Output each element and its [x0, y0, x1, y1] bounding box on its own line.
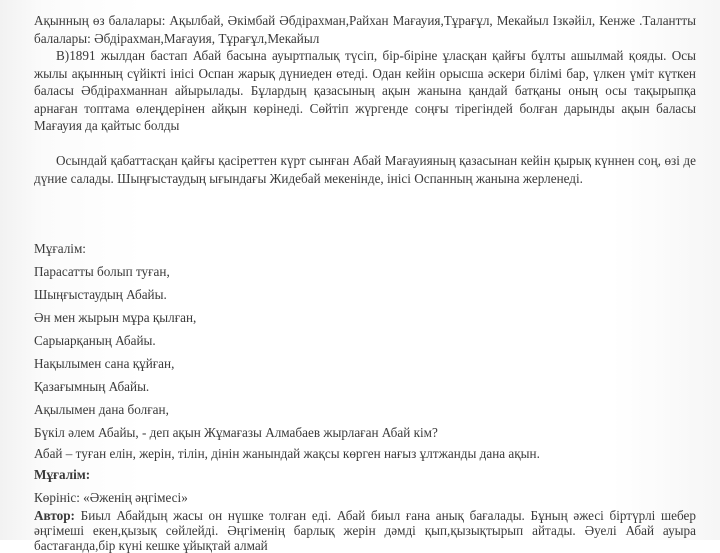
poem-question: Бүкіл әлем Абайы, - деп ақын Жұмағазы Алмабаев жырлаған Абай кім?: [34, 425, 438, 440]
poem-line: Ән мен жырын мұра қылған,: [34, 310, 197, 325]
poem-line: Парасатты болып туған,: [34, 264, 170, 279]
answer-line: Абай – туған елін, жерін, тілін, дінін жанындай жақсы көрген нағыз ұлтжанды дана ақын.: [34, 446, 540, 461]
teacher-label-2: Мұғалім:: [34, 467, 91, 482]
poem-line: Нақылымен сана құйған,: [34, 356, 175, 371]
paragraph-death: Осындай қабаттасқан қайғы қасіреттен күрт сынған Абай Мағауияның қазасынан кейін қырық күннен соң, өзі де дүние салады. Шыңғыстаудың ығындағы Жидебай мекенінде, інісі Оспанның жанына жерленеді.: [34, 153, 696, 186]
author-paragraph: [34, 508, 696, 553]
poem-line: Қазағымның Абайы.: [34, 379, 150, 394]
poem-line: Сарыарқаның Абайы.: [34, 333, 156, 348]
author-text: Биыл Абайдың жасы он нүшке толған еді. Абай биыл ғана анық бағалады. Бұның әжесі біртүрлі шебер әңгімеші екен,қызық сөйлейді. Әңгіменің барлық жерін дәмді қып,қызықтырып айтады. Әуелі Абай ауыра бастағанда,бір күні кешке ұйықтай алмай: [34, 508, 696, 553]
paragraph-children: Ақынның өз балалары: Ақылбай, Әкімбай Әбдірахман,Райхан Мағауия,Тұрағұл, Мекайыл Ізкәйіл, Кенже .Талантты балалары: Әбдірахман,Мағауия, Тұрағұл,Мекайыл: [34, 13, 696, 46]
author-label: Автор:: [34, 508, 75, 523]
poem-line: Шыңғыстаудың Абайы.: [34, 287, 167, 302]
poem-line: Ақылымен дана болған,: [34, 402, 169, 417]
scene-title: Көрініс: «Әженің әңгімесі»: [34, 490, 188, 505]
teacher-label: Мұғалім:: [34, 241, 86, 256]
paragraph-1891: В)1891 жылдан бастап Абай басына ауыртпалық түсіп, бір-біріне ұласқан қайғы бұлты ашылмай қояды. Осы жылы ақынның сүйікті інісі Оспан жарық дүниеден өтеді. Одан кейін орысша әскери білімі бар, үлкен үміт күткен баласы Әбдірахманнан айырылады. Бұлардың қазасының ақын жанына қандай батқаны оның осы тақырыпқа арнаған топтама өлеңдерінен айқын көрінеді. Сөйтіп жүргенде соңғы тірегіндей болған дарынды ақын баласы Мағауия да қайтыс болды: [34, 48, 696, 133]
